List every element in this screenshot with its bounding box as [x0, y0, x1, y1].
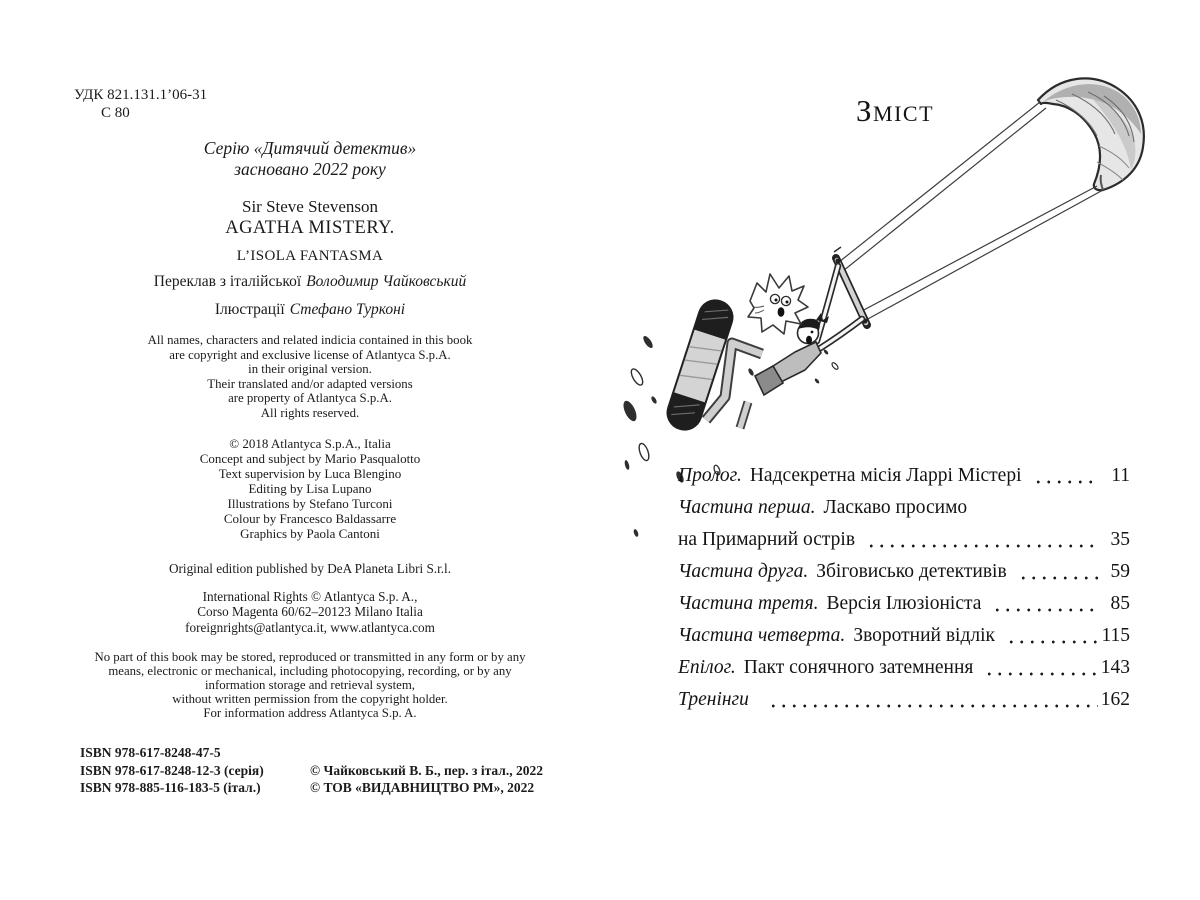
license-notice-line-5: All rights reserved.: [260, 405, 360, 420]
toc-entry-label-italic: Частина четверта.: [678, 625, 846, 646]
toc-dot-leader: [1004, 620, 1098, 646]
license-notice-line-0: All names, characters and related indicia contained in this book: [147, 333, 473, 347]
toc-page-number: 143: [1100, 657, 1130, 678]
imprint-page: [60, 0, 560, 900]
toc-entry-label: Збіговисько детективів: [816, 561, 1007, 582]
translator-prefix: Переклав з італійської: [153, 273, 302, 290]
credits-block: [60, 436, 560, 541]
credits-block-line-4: Illustrations by Stefano Turconi: [227, 496, 393, 511]
copyright-block-line-0: © Чайковський В. Б., пер. з італ., 2022: [310, 762, 543, 778]
toc-entry-label-italic: Частина третя.: [678, 593, 819, 614]
toc-page-number: 11: [1111, 465, 1130, 486]
author-name: Sir Steve Stevenson: [242, 197, 378, 216]
toc-entry-label-italic: Пролог.: [678, 465, 742, 486]
toc-entry: [678, 652, 1130, 684]
series-note: [60, 138, 560, 180]
license-notice-line-3: Their translated and/or adapted versions: [207, 376, 413, 391]
toc-entry-label-italic: Частина друга.: [678, 561, 809, 582]
table-of-contents: [678, 460, 1130, 716]
toc-entry-label-italic: Частина перша.: [678, 497, 816, 518]
reproduction-notice-line-2: information storage and retrieval system,: [204, 677, 416, 692]
isbn-block-line-0: ISBN 978-617-8248-47-5: [80, 745, 221, 760]
kite-lines: [839, 102, 1103, 320]
illustrator-prefix: Ілюстрації: [214, 301, 285, 318]
kite-canopy-icon: [1038, 78, 1144, 190]
toc-entry-label: на Примарний острів: [678, 529, 856, 550]
toc-entry: [678, 492, 1130, 524]
credits-block-line-6: Graphics by Paola Cantoni: [240, 526, 380, 541]
credits-block-line-0: © 2018 Atlantyca S.p.A., Italia: [229, 436, 391, 451]
cat-icon: [748, 274, 808, 334]
udk-number: УДК 821.131.1’06-31: [74, 87, 208, 103]
toc-entry-label: Версія Ілюзіоніста: [826, 593, 982, 614]
toc-entry: [678, 556, 1130, 588]
toc-entry-label: Надсекретна місія Ларрі Містері: [749, 465, 1022, 486]
credits-block-line-5: Colour by Francesco Baldassarre: [223, 511, 397, 526]
toc-dot-leader: [1016, 556, 1099, 582]
reproduction-notice-line-1: means, electronic or mechanical, including photocopying, recording, or by any: [108, 663, 512, 678]
toc-page-number: 59: [1110, 561, 1130, 582]
toc-entry: [678, 588, 1130, 620]
copyright-block: [310, 762, 543, 797]
control-bar: [834, 247, 868, 325]
isbn-block-line-2: ISBN 978-885-116-183-5 (італ.): [80, 780, 261, 796]
international-rights-block: [60, 589, 560, 635]
translator-name: Володимир Чайковський: [306, 273, 467, 290]
toc-page-number: 115: [1101, 625, 1130, 646]
international-rights-block-line-2: foreignrights@atlantyca.it, www.atlantyca.com: [185, 619, 435, 635]
toc-dot-leader: [864, 524, 1099, 550]
toc-dot-leader: [990, 588, 1099, 614]
toc-page-number: 85: [1110, 593, 1130, 614]
credits-block-line-3: Editing by Lisa Lupano: [248, 481, 372, 496]
toc-entry: [678, 684, 1130, 716]
reproduction-notice-line-0: No part of this book may be stored, reproduced or transmitted in any form or by any: [94, 650, 526, 664]
reproduction-notice-line-4: For information address Atlantyca S.p. A.: [203, 705, 417, 720]
toc-entry-label: Зворотний відлік: [853, 625, 996, 646]
copyright-block-line-1: © ТОВ «ВИДАВНИЦТВО РМ», 2022: [310, 780, 535, 796]
book-title: AGATHA MISTERY.: [225, 218, 395, 238]
translator-line: [60, 273, 560, 291]
contents-page: [620, 0, 1200, 900]
title-block: [60, 196, 560, 265]
illustrator-name: Стефано Турконі: [289, 301, 406, 318]
toc-dot-leader: [1031, 460, 1099, 486]
license-notice-line-2: in their original version.: [248, 362, 372, 377]
license-notice-line-1: are copyright and exclusive license of Atlantyca S.p.A.: [169, 347, 451, 362]
credits-block-line-2: Text supervision by Luca Blengino: [218, 466, 402, 481]
toc-page-number: 35: [1110, 529, 1130, 550]
toc-dot-leader: [982, 652, 1097, 678]
series-note-line-1: засновано 2022 року: [234, 159, 386, 179]
reproduction-notice: [60, 651, 560, 721]
book-subtitle: L’ISOLA FANTASMA: [236, 248, 384, 264]
series-note-line-0: Серію «Дитячий детектив»: [203, 138, 417, 158]
toc-entry: [678, 524, 1130, 556]
credits-block-line-1: Concept and subject by Mario Pasqualotto: [199, 451, 421, 466]
toc-dot-leader: [766, 684, 1098, 710]
toc-entry: [678, 620, 1130, 652]
udk-block: [74, 87, 207, 122]
illustrator-line: [60, 301, 560, 319]
toc-entry-label-italic: Епілог.: [678, 657, 736, 678]
international-rights-block-line-0: International Rights © Atlantyca S.p. A.,: [202, 589, 418, 604]
license-notice-line-4: are property of Atlantyca S.p.A.: [228, 391, 392, 406]
toc-title: Зміст: [855, 93, 935, 128]
isbn-block: [80, 744, 264, 797]
international-rights-block-line-1: Corso Magenta 60/62–20123 Milano Italia: [197, 604, 423, 620]
isbn-block-line-1: ISBN 978-617-8248-12-3 (серія): [80, 762, 264, 778]
reproduction-notice-line-3: without written permission from the copyright holder.: [172, 691, 448, 706]
author-code: С 80: [101, 104, 130, 121]
toc-page-number: 162: [1100, 689, 1130, 710]
toc-entry-label-italic: Тренінги: [678, 689, 749, 710]
toc-entry-label: Пакт сонячного затемнення: [743, 657, 974, 678]
license-notice: [60, 333, 560, 421]
original-edition-line: Original edition published by DeA Planeta Libri S.r.l.: [168, 561, 452, 576]
toc-entry-label: Ласкаво просимо: [823, 497, 968, 518]
toc-entry: [678, 460, 1130, 492]
